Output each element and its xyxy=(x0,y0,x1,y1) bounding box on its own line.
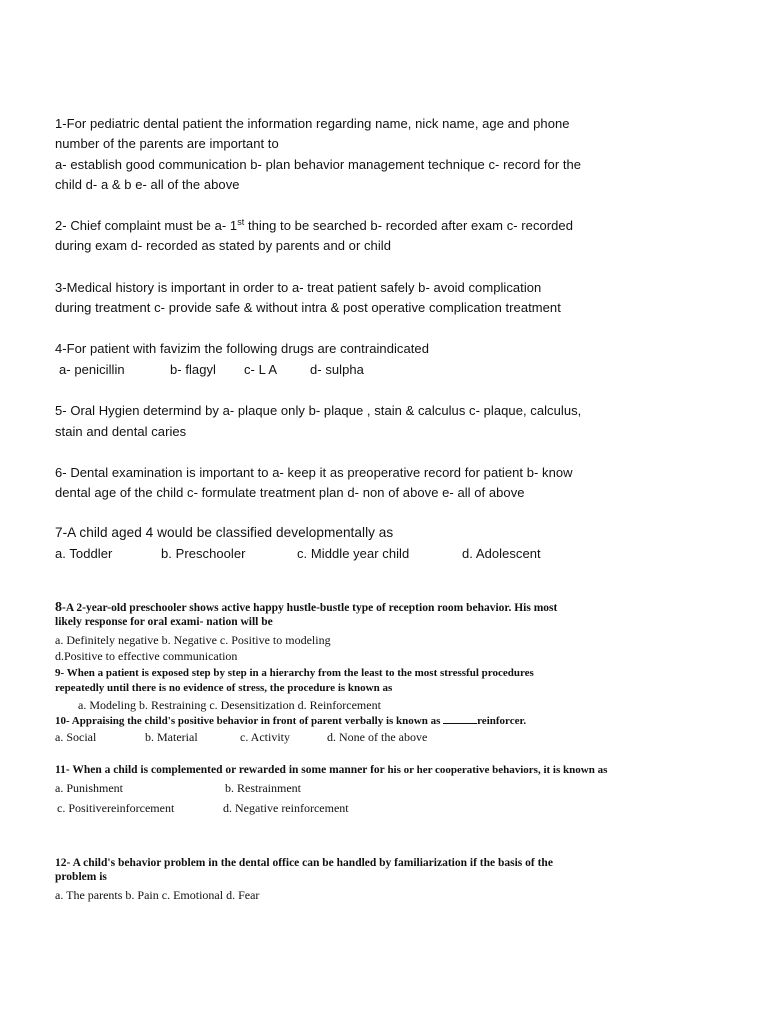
q11-text-b: his or her cooperative behaviors, it is known as xyxy=(387,764,608,776)
q2-text-a: 2- Chief complaint must be a- 1 xyxy=(55,218,238,233)
q7-option-d: d. Adolescent xyxy=(462,546,541,561)
q8-text: -A 2-year-old preschooler shows active happy hustle-bustle type of reception room behavior. His most xyxy=(62,602,558,614)
q10-text-b: reinforcer. xyxy=(477,715,527,727)
q7-option-c: c. Middle year child xyxy=(297,546,410,561)
q4-line-1: 4-For patient with favizim the following drugs are contraindicated xyxy=(55,341,429,356)
q9-line-1: 9- When a patient is exposed step by step in a hierarchy from the least to the most stressful procedures xyxy=(55,667,534,679)
q7-option-a: a. Toddler xyxy=(55,546,113,561)
q12-options-line: a. The parents b. Pain c. Emotional d. Fear xyxy=(55,888,260,902)
q8-number: 8 xyxy=(55,600,62,615)
q10-option-b: b. Material xyxy=(145,730,198,744)
q10-option-c: c. Activity xyxy=(240,730,290,744)
q8-option-d: d.Positive to effective communication xyxy=(55,649,238,663)
q11-line-1 xyxy=(55,764,607,776)
q10-option-a: a. Social xyxy=(55,730,97,744)
q4-option-b: b- flagyl xyxy=(170,362,216,377)
q1-line-1: 1-For pediatric dental patient the information regarding name, nick name, age and phone xyxy=(55,116,570,131)
q7-option-b: b. Preschooler xyxy=(161,546,246,561)
q7-line-1: 7-A child aged 4 would be classified developmentally as xyxy=(55,525,394,540)
q10-answer-blank xyxy=(443,713,477,724)
q9-line-2: repeatedly until there is no evidence of stress, the procedure is known as xyxy=(55,682,393,694)
q2-superscript: st xyxy=(237,217,245,227)
q3-line-1: 3-Medical history is important in order to a- treat patient safely b- avoid complication xyxy=(55,280,542,295)
q5-line-1: 5- Oral Hygien determind by a- plaque only b- plaque , stain & calculus c- plaque, calculus, xyxy=(55,403,582,418)
q6-line-2: dental age of the child c- formulate treatment plan d- non of above e- all of above xyxy=(55,485,525,500)
q4-option-c: c- L A xyxy=(244,362,278,377)
q8-line-2: likely response for oral exami- nation will be xyxy=(55,616,273,628)
q4-option-a: a- penicillin xyxy=(59,362,125,377)
q12-line-2: problem is xyxy=(55,871,107,883)
q12-line-1: 12- A child's behavior problem in the dental office can be handled by familiarization if the basis of the xyxy=(55,857,553,869)
q1-options-line-1: a- establish good communication b- plan behavior management technique c- record for the xyxy=(55,157,582,172)
q11-option-c: c. Positivereinforcement xyxy=(57,801,175,815)
q11-option-d: d. Negative reinforcement xyxy=(223,801,349,815)
q11-option-b: b. Restrainment xyxy=(225,781,301,795)
q3-line-2: during treatment c- provide safe & without intra & post operative complication treatment xyxy=(55,300,561,315)
q10-line-1 xyxy=(55,713,526,727)
q5-line-2: stain and dental caries xyxy=(55,424,187,439)
q1-options-line-2: child d- a & b e- all of the above xyxy=(55,177,240,192)
q4-option-d: d- sulpha xyxy=(310,362,364,377)
q6-line-1: 6- Dental examination is important to a- keep it as preoperative record for patient b- know xyxy=(55,465,573,480)
q11-option-a: a. Punishment xyxy=(55,781,123,795)
q8-options-line: a. Definitely negative b. Negative c. Positive to modeling xyxy=(55,633,331,647)
q2-line-2: during exam d- recorded as stated by parents and or child xyxy=(55,238,391,253)
q2-text-b: thing to be searched b- recorded after exam c- recorded xyxy=(244,218,573,233)
q11-text-a: 11- When a child is complemented or rewarded in some manner for xyxy=(55,764,388,776)
q9-options-line: a. Modeling b. Restraining c. Desensitization d. Reinforcement xyxy=(78,698,381,712)
q1-line-2: number of the parents are important to xyxy=(55,136,279,151)
q10-text-a: 10- Appraising the child's positive behavior in front of parent verbally is known as xyxy=(55,715,444,727)
q2-line-1 xyxy=(55,218,573,233)
q10-option-d: d. None of the above xyxy=(327,730,428,744)
q8-line-1 xyxy=(55,600,557,616)
